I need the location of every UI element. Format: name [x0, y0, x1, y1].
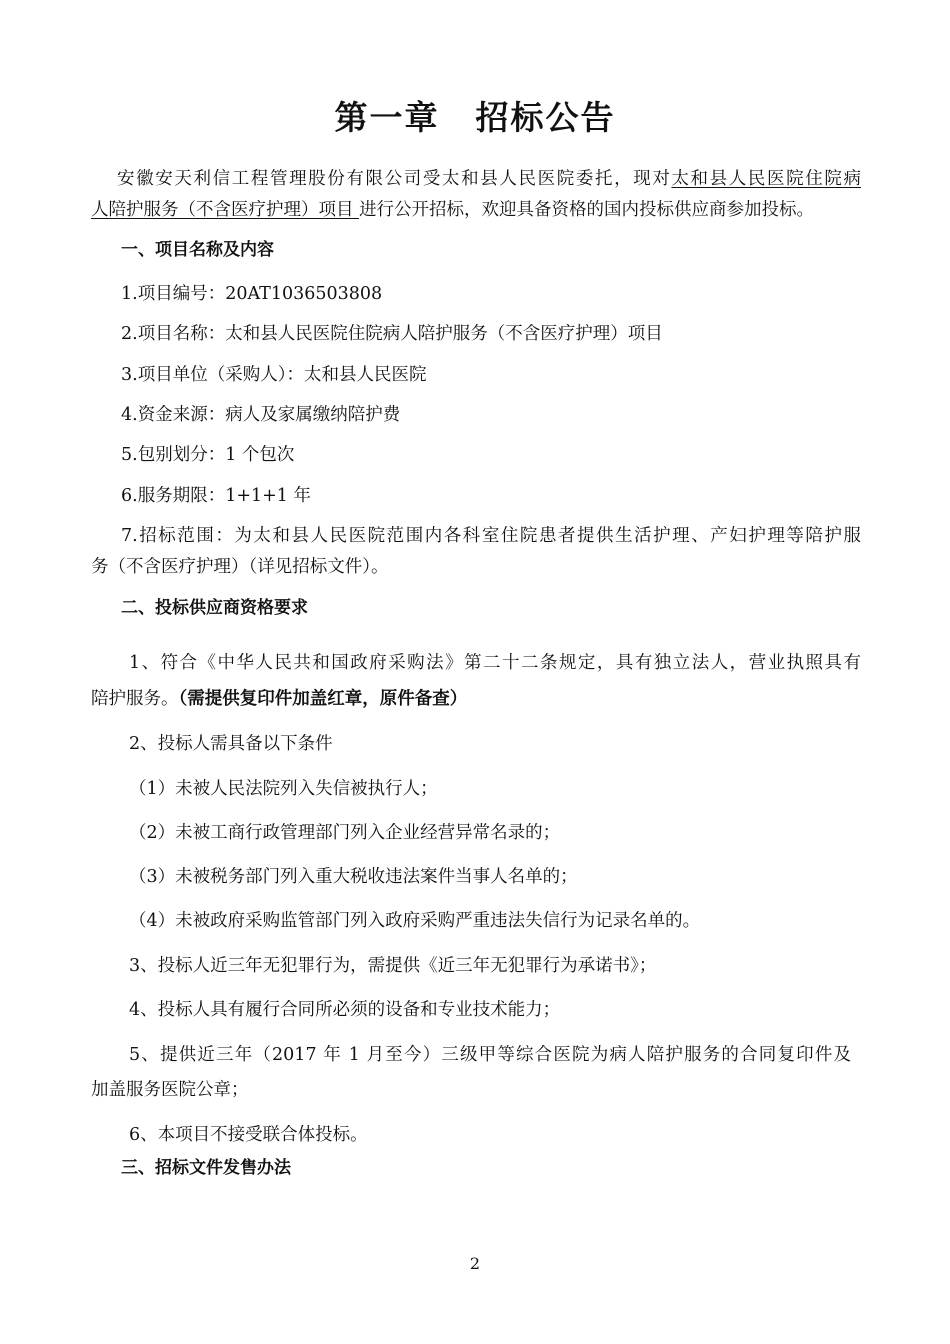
section-heading-2: 二、投标供应商资格要求	[121, 598, 308, 618]
page-number: 2	[469, 1254, 481, 1273]
chapter-name: 招标公告	[475, 98, 616, 137]
list-item: 1.项目编号：20AT1036503808	[121, 284, 383, 304]
requirement-4: 4、投标人具有履行合同所必须的设备和专业技术能力；	[129, 1000, 561, 1020]
project-name-underlined: 太和县人民医院住院病	[671, 169, 862, 189]
requirement-6: 6、本项目不接受联合体投标。	[129, 1125, 368, 1145]
page-title	[0, 92, 950, 139]
requirement-1-cont: 陪护服务。（需提供复印件加盖红章，原件备查）	[91, 689, 468, 709]
requirement-1: 1、符合《中华人民共和国政府采购法》第二十二条规定，具有独立法人，营业执照具有	[129, 653, 861, 673]
sub-requirement: （2）未被工商行政管理部门列入企业经营异常名录的；	[129, 823, 561, 843]
list-item: 4.资金来源：病人及家属缴纳陪护费	[121, 405, 401, 425]
requirement-2: 2、投标人需具备以下条件	[129, 734, 333, 754]
list-item: 6.服务期限：1+1+1 年	[121, 486, 311, 506]
requirement-3: 3、投标人近三年无犯罪行为，需提供《近三年无犯罪行为承诺书》；	[129, 956, 657, 976]
requirement-5: 5、提供近三年（2017 年 1 月至今）三级甲等综合医院为病人陪护服务的合同复印件及	[129, 1045, 851, 1065]
project-name-underlined-cont: 人陪护服务（不含医疗护理）项目	[91, 200, 360, 220]
intro-line-1: 安徽安天利信工程管理股份有限公司受太和县人民医院委托，现对太和县人民医院住院病	[117, 169, 862, 189]
list-item: 7.招标范围：为太和县人民医院范围内各科室住院患者提供生活护理、产妇护理等陪护服	[121, 526, 861, 546]
list-item-cont: 务（不含医疗护理）（详见招标文件）。	[91, 557, 389, 577]
section-heading-3: 三、招标文件发售办法	[121, 1158, 291, 1178]
requirement-5-cont: 加盖服务医院公章；	[91, 1080, 249, 1100]
sub-requirement: （3）未被税务部门列入重大税收违法案件当事人名单的；	[129, 867, 578, 887]
list-item: 2.项目名称：太和县人民医院住院病人陪护服务（不含医疗护理）项目	[121, 324, 663, 344]
sub-requirement: （1）未被人民法院列入失信被执行人；	[129, 779, 438, 799]
list-item: 5.包别划分：1 个包次	[121, 445, 295, 465]
list-item: 3.项目单位（采购人）：太和县人民医院	[121, 365, 427, 385]
chapter-number: 第一章	[334, 98, 440, 137]
sub-requirement: （4）未被政府采购监管部门列入政府采购严重违法失信行为记录名单的。	[129, 911, 701, 931]
section-heading-1: 一、项目名称及内容	[121, 240, 274, 260]
bold-note: （需提供复印件加盖红章，原件备查）	[178, 689, 468, 709]
intro-line-2: 人陪护服务（不含医疗护理）项目 进行公开招标，欢迎具备资格的国内投标供应商参加投标。	[91, 200, 815, 220]
